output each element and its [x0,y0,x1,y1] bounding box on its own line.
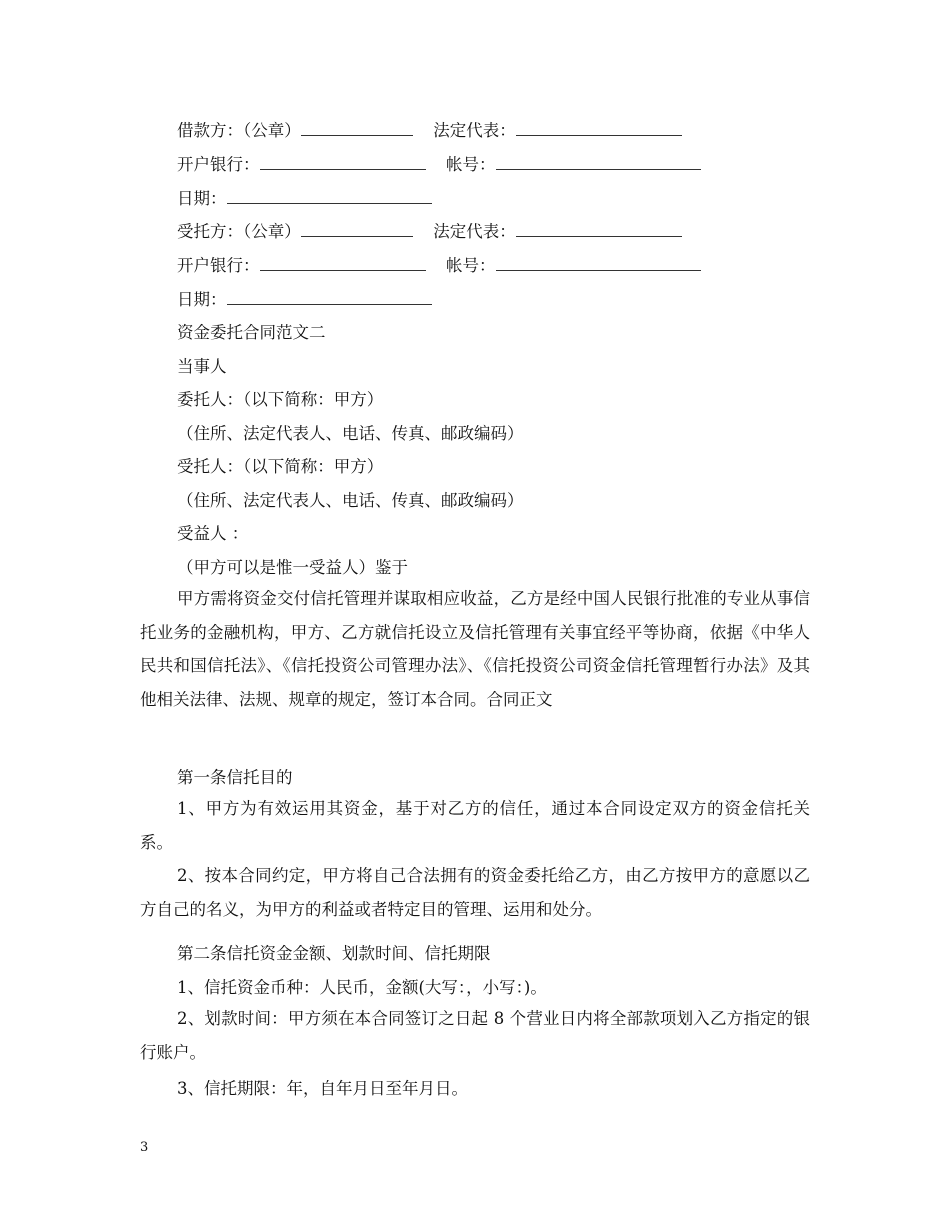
borrower-label: 借款方：（公章） [177,121,301,140]
article2-para1: 1、信托资金币种：人民币，金额(大写：，小写：)。 [177,978,547,997]
date-line-1 [177,189,432,209]
legal-rep-blank-2 [516,222,682,237]
bank-label-2: 开户银行： [177,256,260,275]
article1-para1: 1、甲方为有效运用其资金，基于对乙方的信任，通过本合同设定双方的资金信托关系。 [140,799,810,852]
trustee-info: （住所、法定代表人、电话、传真、邮政编码） [177,491,524,510]
bank-blank [260,155,426,170]
account-blank [496,155,701,170]
article2-title: 第二条信托资金金额、划款时间、信托期限 [177,944,491,963]
article2-para2: 2、划款时间：甲方须在本合同签订之日起 8 个营业日内将全部款项划入乙方指定的银行账户。 [140,1009,810,1062]
beneficiary-note: （甲方可以是惟一受益人）鉴于 [177,558,408,577]
article1-title: 第一条信托目的 [177,768,293,787]
principal-info: （住所、法定代表人、电话、传真、邮政编码） [177,424,524,443]
date-blank [227,189,432,204]
beneficiary-line: 受益人 ： [177,524,249,543]
bank-line-2 [177,256,701,276]
bank-blank-2 [260,256,426,271]
trustee-label: 受托方：（公章） [177,222,301,241]
bank-label: 开户银行： [177,155,260,174]
date-line-2 [177,290,432,310]
date-label: 日期： [177,189,227,208]
bank-line-1 [177,155,701,175]
trustee-line [177,222,682,242]
borrower-seal-blank [301,121,413,136]
page-number: 3 [140,1140,149,1155]
contract-title: 资金委托合同范文二 [177,323,326,342]
account-label: 帐号： [446,155,496,174]
legal-rep-blank [516,121,682,136]
principal-line: 委托人：（以下简称：甲方） [177,390,384,409]
borrower-line [177,121,682,141]
date-label-2: 日期： [177,290,227,309]
legal-rep-label: 法定代表： [433,121,516,140]
parties-heading: 当事人 [177,357,227,376]
article2-para3: 3、信托期限：年，自年月日至年月日。 [177,1079,468,1098]
legal-rep-label-2: 法定代表： [433,222,516,241]
account-label-2: 帐号： [446,256,496,275]
trustee-party-line: 受托人：（以下简称：甲方） [177,457,384,476]
article1-para2: 2、按本合同约定，甲方将自己合法拥有的资金委托给乙方，由乙方按甲方的意愿以乙方自己的名义，为甲方的利益或者特定目的管理、运用和处分。 [140,866,810,919]
date-blank-2 [227,290,432,305]
intro-paragraph: 甲方需将资金交付信托管理并谋取相应收益，乙方是经中国人民银行批准的专业从事信托业务的金融机构，甲方、乙方就信托设立及信托管理有关事宜经平等协商，依据《中华人民共和国信托法》、《信托投资公司管理办法》、《信托投资公司资金信托管理暂行办法》及其他相关法律、法规、规章的规定，签订本合同。合同正文 [140,589,810,709]
account-blank-2 [496,256,701,271]
trustee-seal-blank [301,222,413,237]
